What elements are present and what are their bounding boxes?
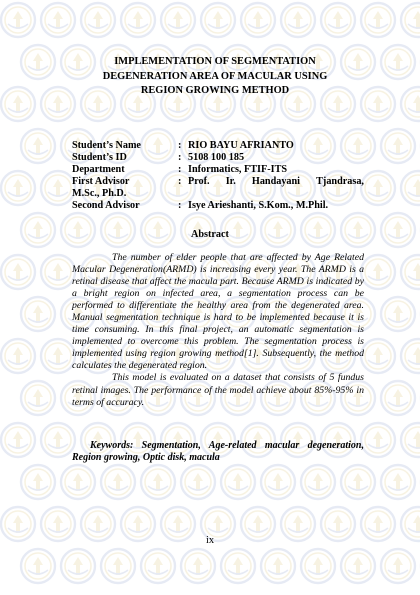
info-colon: : [178, 176, 182, 187]
info-value: Isye Arieshanti, S.Kom., M.Phil. [188, 200, 329, 211]
info-colon: : [178, 140, 182, 151]
info-label: First Advisor [72, 176, 130, 187]
info-value-word: Tjandrasa, [316, 176, 364, 187]
keywords-block [72, 440, 364, 464]
abstract-heading: Abstract [191, 229, 229, 240]
info-value: Informatics, FTIF-ITS [188, 164, 288, 175]
abstract-body [72, 252, 364, 409]
abstract-paragraph: The number of elder people that are affected by Age Related Macular Degeneration(ARMD) is increasing every year. The ARMD is a retinal disease that affect the macula part. Because ARMD is indicated by a bright region on infected area, a segmentation process can be performed to differentiate the healthy area from the degenerated area. Manual segmentation technique is hard to be implemented because it is time consuming. In this final project, an automatic segmentation is implemented to overcome this problem. The segmentation process is implemented using region growing method[1]. Subsequently, the method calculates the degenerated region. [72, 252, 364, 372]
keywords-text: Segmentation, Age-related macular degeneration, Region growing, Optic disk, macula [72, 440, 364, 464]
info-label: Student’s ID [72, 152, 127, 163]
info-label: Student’s Name [72, 140, 141, 151]
abstract-paragraph: This model is evaluated on a dataset that consists of 5 fundus retinal images. The performance of the model achieve about 85%-95% in terms of accuracy. [72, 372, 364, 408]
info-value-word: Handayani [251, 176, 301, 187]
info-colon: : [178, 152, 182, 163]
info-row-department [72, 164, 364, 176]
info-value [188, 176, 364, 188]
title-line: DEGENERATION AREA OF MACULAR USING [102, 70, 328, 82]
info-label: Second Advisor [72, 200, 140, 211]
document-title [74, 55, 356, 99]
info-row-second-advisor [72, 200, 364, 212]
info-row-name [72, 140, 364, 152]
info-value: 5108 100 185 [188, 152, 245, 163]
info-row-first-advisor-cont [72, 188, 364, 200]
info-value-word: Ir. [225, 176, 236, 187]
info-value-continuation: M.Sc., Ph.D. [72, 188, 127, 199]
info-row-first-advisor [72, 176, 364, 188]
title-line: REGION GROWING METHOD [140, 85, 290, 97]
title-line: IMPLEMENTATION OF SEGMENTATION [114, 56, 316, 67]
keywords-label: Keywords: [90, 440, 134, 451]
info-row-id [72, 152, 364, 164]
info-value-word: Prof. [188, 176, 210, 187]
info-label: Department [72, 164, 125, 175]
info-value: RIO BAYU AFRIANTO [188, 140, 294, 151]
info-colon: : [178, 200, 182, 211]
info-colon: : [178, 164, 182, 175]
page-number: ix [205, 535, 215, 546]
